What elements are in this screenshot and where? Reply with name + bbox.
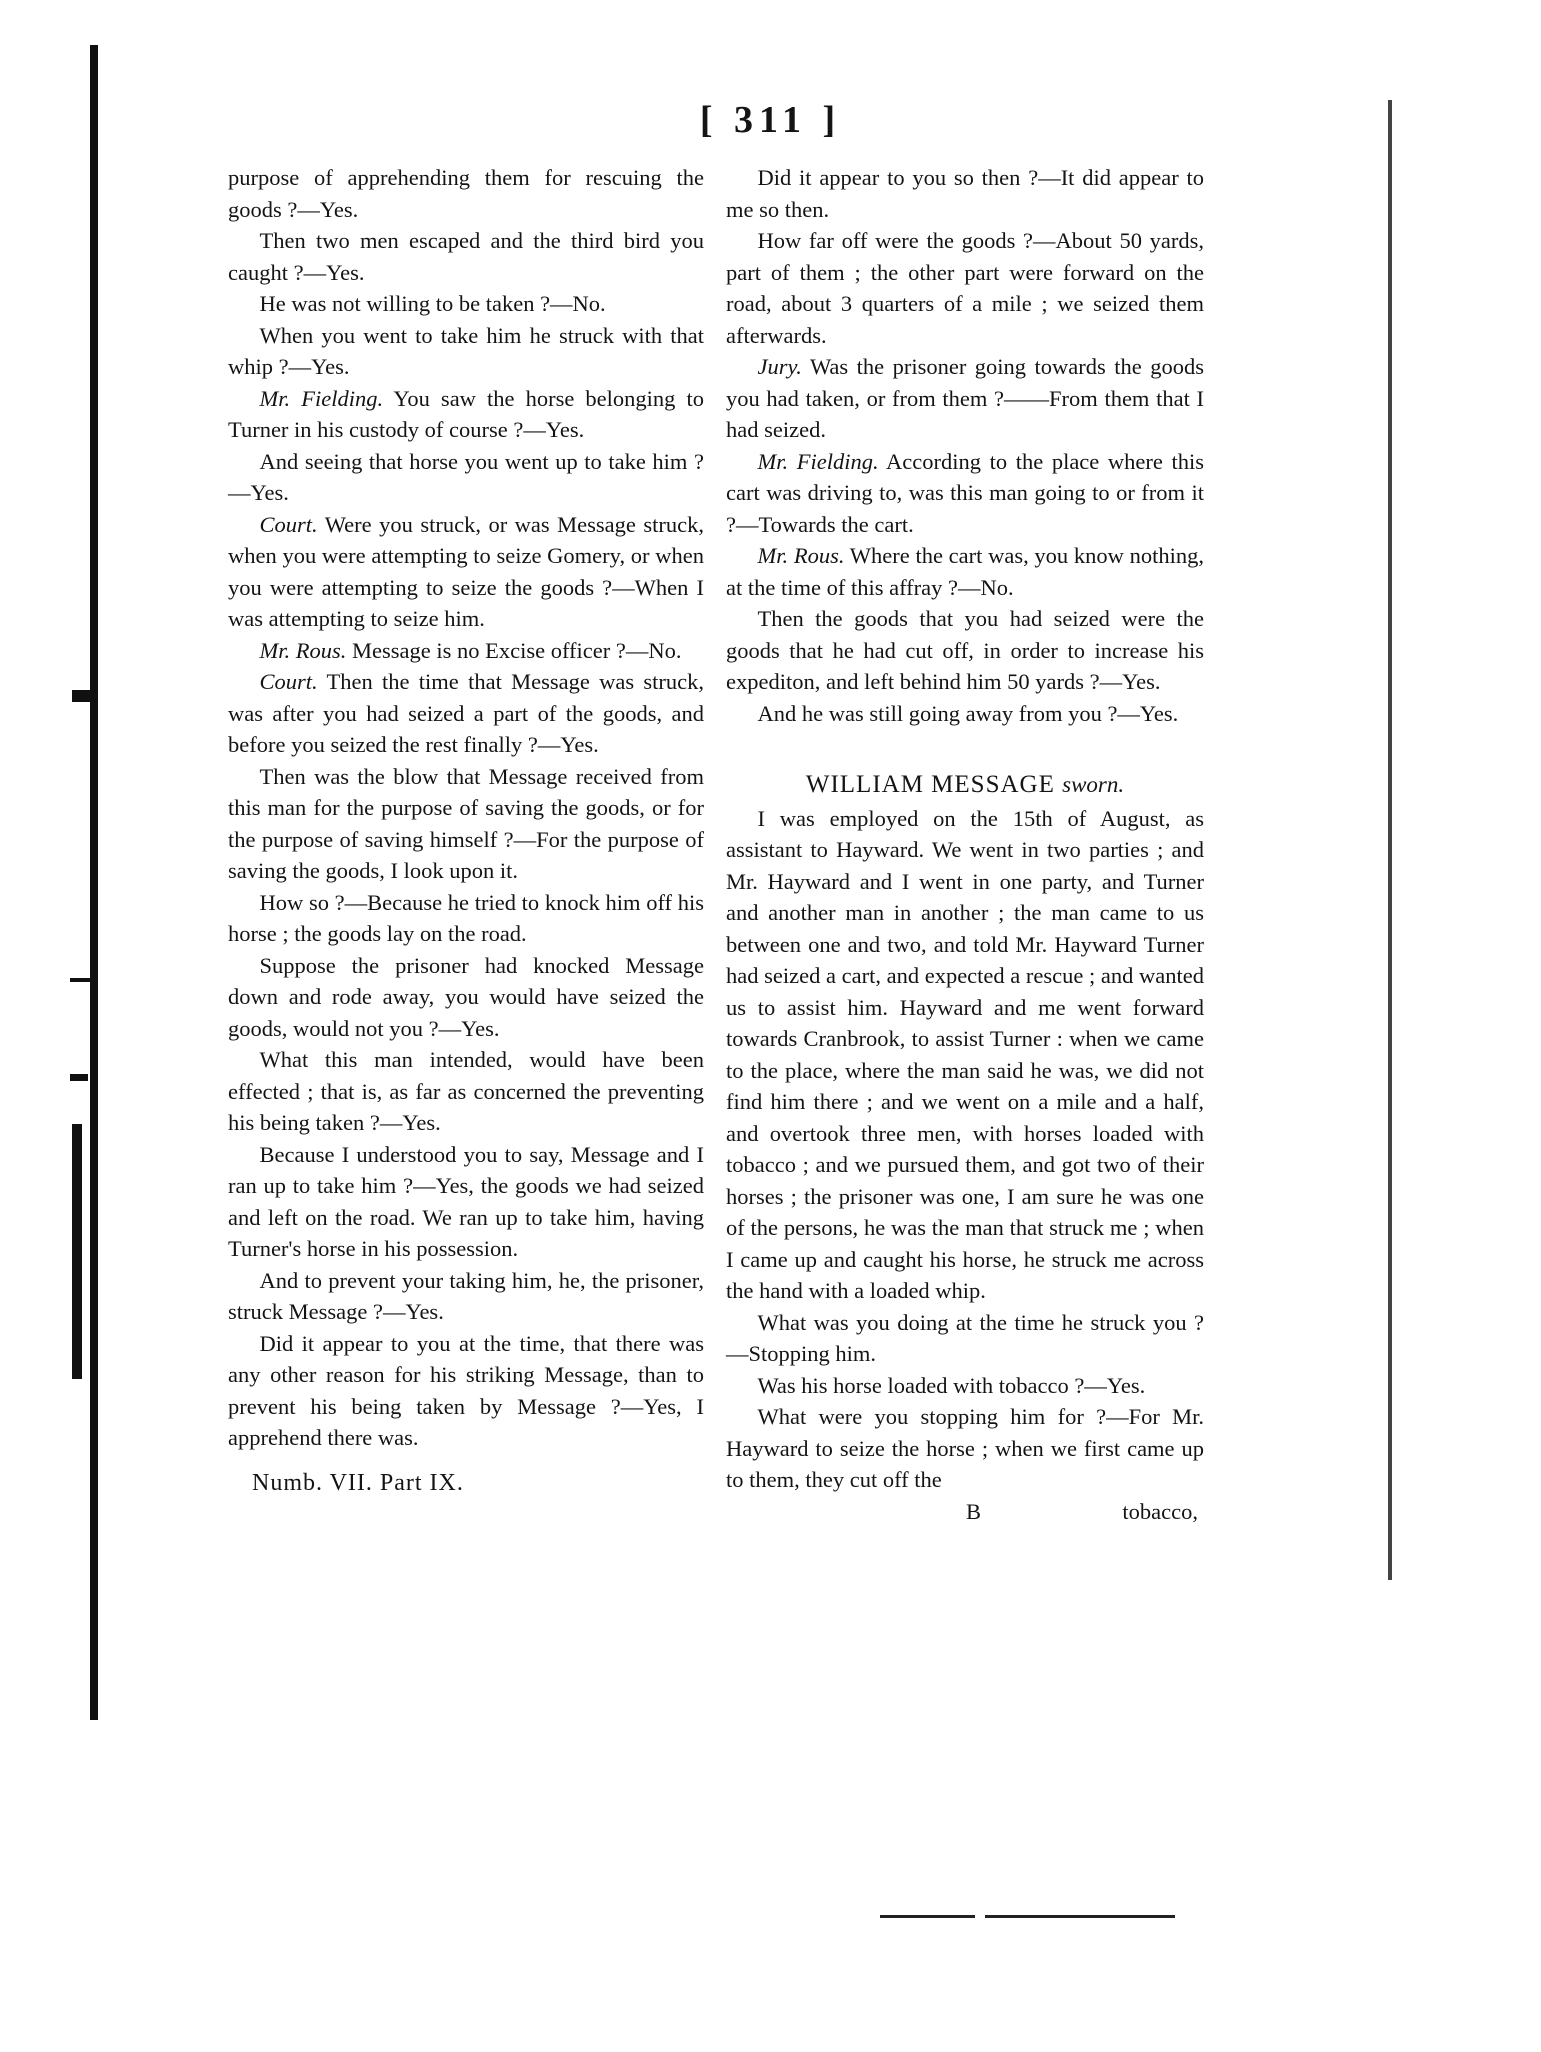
paragraph-text: And he was still going away from you ?—Yes. xyxy=(757,700,1179,726)
paragraph-text: Was the prisoner going towards the goods you had taken, or from them ?——From them that I had seized. xyxy=(726,354,1204,442)
paragraph-text: How so ?—Because he tried to knock him off his horse ; the goods lay on the road. xyxy=(228,889,704,946)
paragraph xyxy=(228,635,704,667)
paragraph-text: What was you doing at the time he struck you ?—Stopping him. xyxy=(726,1309,1204,1366)
paragraph xyxy=(726,162,1204,225)
paragraph xyxy=(726,698,1204,730)
scan-edge-left xyxy=(90,45,98,1720)
paragraph xyxy=(726,603,1204,698)
paragraph-text: Did it appear to you so then ?—It did appear to me so then. xyxy=(726,165,1204,222)
paragraph xyxy=(228,950,704,1045)
paragraph xyxy=(228,1265,704,1328)
paragraph xyxy=(726,1401,1204,1496)
paragraph xyxy=(726,1307,1204,1370)
witness-name: WILLIAM MESSAGE xyxy=(805,771,1055,798)
paragraph-text: When you went to take him he struck with that whip ?—Yes. xyxy=(228,322,704,379)
paragraph-text: He was not willing to be taken ?—No. xyxy=(259,291,606,316)
paragraph xyxy=(228,761,704,887)
paragraph-text: Where the cart was, you know nothing, at the time of this affray ?—No. xyxy=(726,543,1204,600)
paragraph-text: Because I understood you to say, Message and I ran up to take him ?—Yes, the goods we had seized and left on the road. We ran up to take him, having Turner's horse in his possession. xyxy=(228,1141,704,1261)
paragraph-text: And seeing that horse you went up to take him ?—Yes. xyxy=(228,448,704,505)
witness-oath: sworn. xyxy=(1062,772,1125,797)
paragraph-text: purpose of apprehending them for rescuing the goods ?—Yes. xyxy=(228,165,704,222)
paragraph-text: Message is no Excise officer ?—No. xyxy=(346,637,682,663)
paragraph-text: I was employed on the 15th of August, as assistant to Hayward. We went in two parties ; and Mr. Hayward and I went in one party, and Turner and another man in another ; the man came to us between one and two, and told Mr. Hayward Turner had seized a cart, and expected a rescue ; and wanted us to assist him. Hayward and me went forward towards Cranbrook, to assist Turner : when we came to the place, where the man said he was, we did not find him there ; and we went on a mile and a half, and overtook three men, with horses loaded with tobacco ; and we pursued them, and got two of their horses ; the prisoner was one, I am sure he was one of the persons, he was the man that struck me ; when I came up and caught his horse, he struck me across the hand with a loaded whip. xyxy=(726,805,1204,1303)
signature-line xyxy=(726,1496,1204,1528)
part-number: Numb. VII. Part IX. xyxy=(252,1469,464,1496)
speaker-label: Court. xyxy=(259,669,318,694)
scan-dash xyxy=(985,1915,1175,1918)
right-column-text-bottom xyxy=(726,803,1204,1496)
scan-tick xyxy=(72,1124,82,1379)
paragraph xyxy=(228,887,704,950)
catchword: tobacco, xyxy=(1122,1498,1198,1524)
paragraph xyxy=(228,446,704,509)
paragraph xyxy=(228,1328,704,1454)
paragraph xyxy=(228,288,704,320)
scan-tick xyxy=(72,690,94,702)
speaker-label: Mr. Fielding. xyxy=(757,448,879,474)
signature-mark: B xyxy=(966,1498,982,1524)
paragraph xyxy=(228,383,704,446)
paragraph-text: Was his horse loaded with tobacco ?—Yes. xyxy=(757,1372,1146,1398)
paragraph xyxy=(726,446,1204,541)
scan-edge-right xyxy=(1388,100,1392,1580)
paragraph-text: Then the time that Message was struck, was after you had seized a part of the goods, and before you seized the rest finally ?—Yes. xyxy=(228,669,704,757)
paragraph-text: You saw the horse belonging to Turner in his custody of course ?—Yes. xyxy=(228,385,704,442)
paragraph-text: Then the goods that you had seized were the goods that he had cut off, in order to increase his expediton, and left behind him 50 yards ?—Yes. xyxy=(726,606,1204,694)
paragraph-text: Suppose the prisoner had knocked Message down and rode away, you would have seized the goods, would not you ?—Yes. xyxy=(228,952,704,1041)
paragraph xyxy=(228,666,704,761)
paragraph xyxy=(228,509,704,635)
speaker-label: Mr. Rous. xyxy=(259,637,347,663)
paragraph-text: Then two men escaped and the third bird you caught ?—Yes. xyxy=(228,228,704,285)
paragraph xyxy=(228,1139,704,1265)
paragraph-text: According to the place where this cart was driving to, was this man going to or from it ?—Towards the cart. xyxy=(726,448,1204,537)
scan-tick xyxy=(70,978,90,982)
paragraph-text: How far off were the goods ?—About 50 yards, part of them ; the other part were forward on the road, about 3 quarters of a mile ; we seized them afterwards. xyxy=(726,228,1204,348)
witness-heading xyxy=(726,769,1204,801)
paragraph-text: Then was the blow that Message received from this man for the purpose of saving the goods, or for the purpose of saving himself ?—For the purpose of saving the goods, I look upon it. xyxy=(228,763,704,883)
paragraph-text: Did it appear to you at the time, that there was any other reason for his striking Message, than to prevent his being taken by Message ?—Yes, I apprehend there was. xyxy=(228,1330,704,1450)
left-column-text xyxy=(228,162,704,1454)
speaker-label: Mr. Rous. xyxy=(757,543,845,568)
right-column-text-top xyxy=(726,162,1204,729)
paragraph-text: Were you struck, or was Message struck, when you were attempting to seize Gomery, or when you were attempting to seize the goods ?—When I was attempting to seize him. xyxy=(228,511,704,631)
paragraph-text: What this man intended, would have been effected ; that is, as far as concerned the preventing his being taken ?—Yes. xyxy=(228,1047,704,1135)
paragraph-text: And to prevent your taking him, he, the prisoner, struck Message ?—Yes. xyxy=(228,1267,704,1324)
paragraph xyxy=(726,351,1204,446)
page-number: [ 311 ] xyxy=(699,99,842,141)
paragraph xyxy=(228,320,704,383)
paragraph xyxy=(228,1044,704,1139)
speaker-label: Mr. Fielding. xyxy=(259,385,384,411)
paragraph-text: What were you stopping him for ?—For Mr. Hayward to seize the horse ; when we first came up to them, they cut off the xyxy=(726,1404,1204,1492)
scan-dash xyxy=(880,1915,975,1918)
speaker-label: Court. xyxy=(259,511,318,537)
speaker-label: Jury. xyxy=(757,354,802,379)
paragraph xyxy=(726,225,1204,351)
paragraph xyxy=(726,803,1204,1307)
left-column xyxy=(228,162,704,1499)
right-column xyxy=(726,162,1204,1527)
paragraph xyxy=(726,540,1204,603)
paragraph xyxy=(726,1370,1204,1402)
scan-tick xyxy=(70,1074,88,1081)
paragraph xyxy=(228,225,704,288)
paragraph xyxy=(228,162,704,225)
